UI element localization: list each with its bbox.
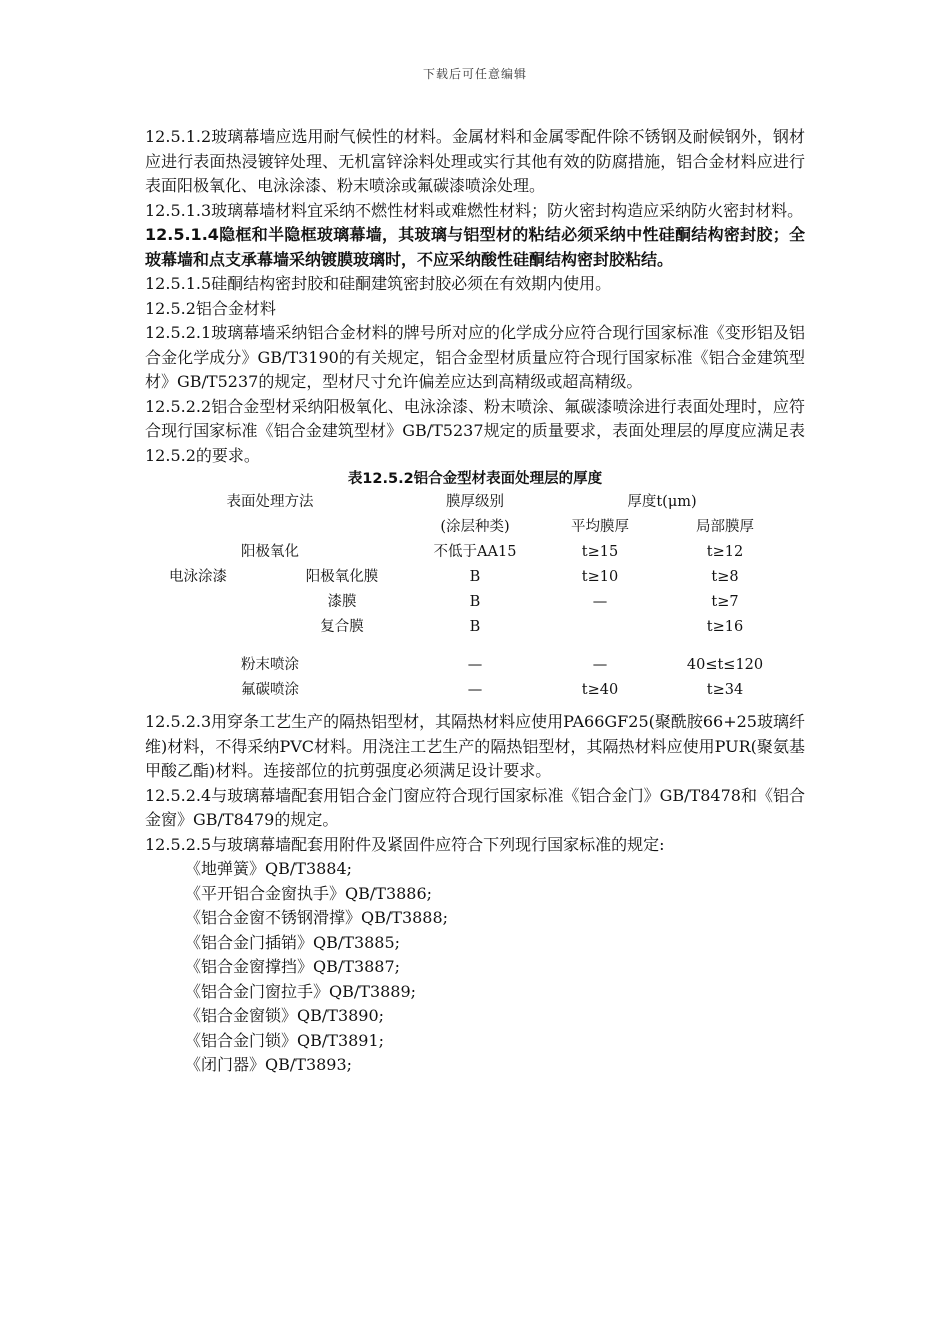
standard-item: 《闭门器》QB/T3893;: [185, 1055, 353, 1074]
page-header: 下载后可任意编辑: [422, 67, 527, 81]
row-electro-anodic-local: t≥8: [711, 569, 739, 585]
row-electro-composite-method: 复合膜: [320, 619, 364, 635]
row-electro-paint-avg: —: [592, 594, 608, 610]
thickness-table: [145, 490, 805, 710]
standard-item: 《平开铝合金窗执手》QB/T3886;: [185, 883, 433, 903]
row-powder-method: 粉末喷涂: [241, 657, 299, 673]
row-anodic-method: 阳极氧化: [241, 544, 299, 560]
table-title: 表12.5.2铝合金型材表面处理层的厚度: [347, 471, 603, 487]
row-electro-paint-method: 漆膜: [327, 594, 357, 610]
standard-item: 《铝合金窗撑挡》QB/T3887;: [185, 957, 401, 976]
row-anodic-local: t≥12: [706, 544, 744, 560]
row-fluoro-method: 氟碳喷涂: [241, 682, 299, 698]
header-local: 局部膜厚: [696, 519, 754, 535]
row-powder-grade: —: [467, 657, 483, 673]
standard-item: 《铝合金门锁》QB/T3891;: [185, 1030, 385, 1050]
row-powder-avg: —: [592, 657, 608, 673]
paragraph-12-5-2-5: 12.5.2.5与玻璃幕墙配套用附件及紧固件应符合下列现行国家标准的规定:: [145, 834, 665, 854]
header-grade: 膜厚级别: [446, 494, 504, 510]
standard-item: 《地弹簧》QB/T3884;: [185, 859, 353, 878]
standard-item: 《铝合金门插销》QB/T3885;: [185, 932, 401, 952]
row-fluoro-avg: t≥40: [581, 682, 619, 698]
section-heading-12-5-2: 12.5.2铝合金材料: [145, 298, 276, 318]
standard-item: 《铝合金窗不锈钢滑撑》QB/T3888;: [185, 908, 449, 927]
row-electro-composite-local: t≥16: [706, 619, 744, 635]
row-fluoro-local: t≥34: [706, 682, 744, 698]
paragraph-12-5-2-4: 12.5.2.4与玻璃幕墙配套用铝合金门窗应符合现行国家标准《铝合金门》GB/T8478和《铝合金窗》GB/T8479的规定。: [145, 785, 805, 829]
header-grade-sub: (涂层种类): [440, 519, 510, 535]
header-avg: 平均膜厚: [571, 519, 629, 535]
row-electro-paint-local: t≥7: [711, 594, 739, 610]
document-body: [145, 125, 805, 1078]
row-anodic-avg: t≥15: [581, 544, 619, 560]
row-electro-composite-grade: B: [469, 619, 481, 635]
paragraph-12-5-1-3: 12.5.1.3玻璃幕墙材料宜采纳不燃性材料或难燃性材料；防火密封构造应采纳防火密封材料。: [145, 200, 804, 220]
paragraph-12-5-1-2: 12.5.1.2玻璃幕墙应选用耐气候性的材料。金属材料和金属零配件除不锈钢及耐候钢外，钢材应进行表面热浸镀锌处理、无机富锌涂料处理或实行其他有效的防腐措施，铝合金材料应进行表面阳极氧化、电泳涂漆、粉末喷涂或氟碳漆喷涂处理。: [145, 127, 805, 195]
row-fluoro-grade: —: [467, 682, 483, 698]
standard-item: 《铝合金门窗拉手》QB/T3889;: [185, 981, 417, 1001]
row-electro-paint-grade: B: [469, 594, 481, 610]
row-powder-local: 40≤t≤120: [686, 657, 764, 673]
row-electro-group: 电泳涂漆: [169, 569, 227, 585]
paragraph-12-5-1-4: 12.5.1.4隐框和半隐框玻璃幕墙，其玻璃与铝型材的粘结必须采纳中性硅酮结构密封胶；全玻幕墙和点支承幕墙采纳镀膜玻璃时，不应采纳酸性硅酮结构密封胶粘结。: [145, 225, 805, 269]
header-method: 表面处理方法: [226, 494, 314, 510]
standards-list: [145, 857, 805, 1078]
header-thickness: 厚度t(μm): [627, 494, 697, 510]
row-anodic-grade: 不低于AA15: [433, 544, 517, 560]
row-electro-anodic-method: 阳极氧化膜: [305, 569, 379, 585]
paragraph-12-5-2-3: 12.5.2.3用穿条工艺生产的隔热铝型材，其隔热材料应使用PA66GF25(聚酰胺66+25玻璃纤维)材料，不得采纳PVC材料。用浇注工艺生产的隔热铝型材，其隔热材料应使用PUR(聚氨基甲酸乙酯)材料。连接部位的抗剪强度必须满足设计要求。: [145, 712, 805, 780]
standard-item: 《铝合金窗锁》QB/T3890;: [185, 1006, 385, 1025]
paragraph-12-5-2-1: 12.5.2.1玻璃幕墙采纳铝合金材料的牌号所对应的化学成分应符合现行国家标准《变形铝及铝合金化学成分》GB/T3190的有关规定，铝合金型材质量应符合现行国家标准《铝合金建筑型材》GB/T5237的规定，型材尺寸允许偏差应达到高精级或超高精级。: [145, 323, 805, 391]
paragraph-12-5-1-5: 12.5.1.5硅酮结构密封胶和硅酮建筑密封胶必须在有效期内使用。: [145, 274, 612, 293]
paragraph-12-5-2-2: 12.5.2.2铝合金型材采纳阳极氧化、电泳涂漆、粉末喷涂、氟碳漆喷涂进行表面处理时，应符合现行国家标准《铝合金建筑型材》GB/T5237规定的质量要求，表面处理层的厚度应满足表12.5.2的要求。: [145, 396, 805, 465]
row-electro-anodic-avg: t≥10: [581, 569, 619, 585]
row-electro-anodic-grade: B: [469, 569, 481, 585]
